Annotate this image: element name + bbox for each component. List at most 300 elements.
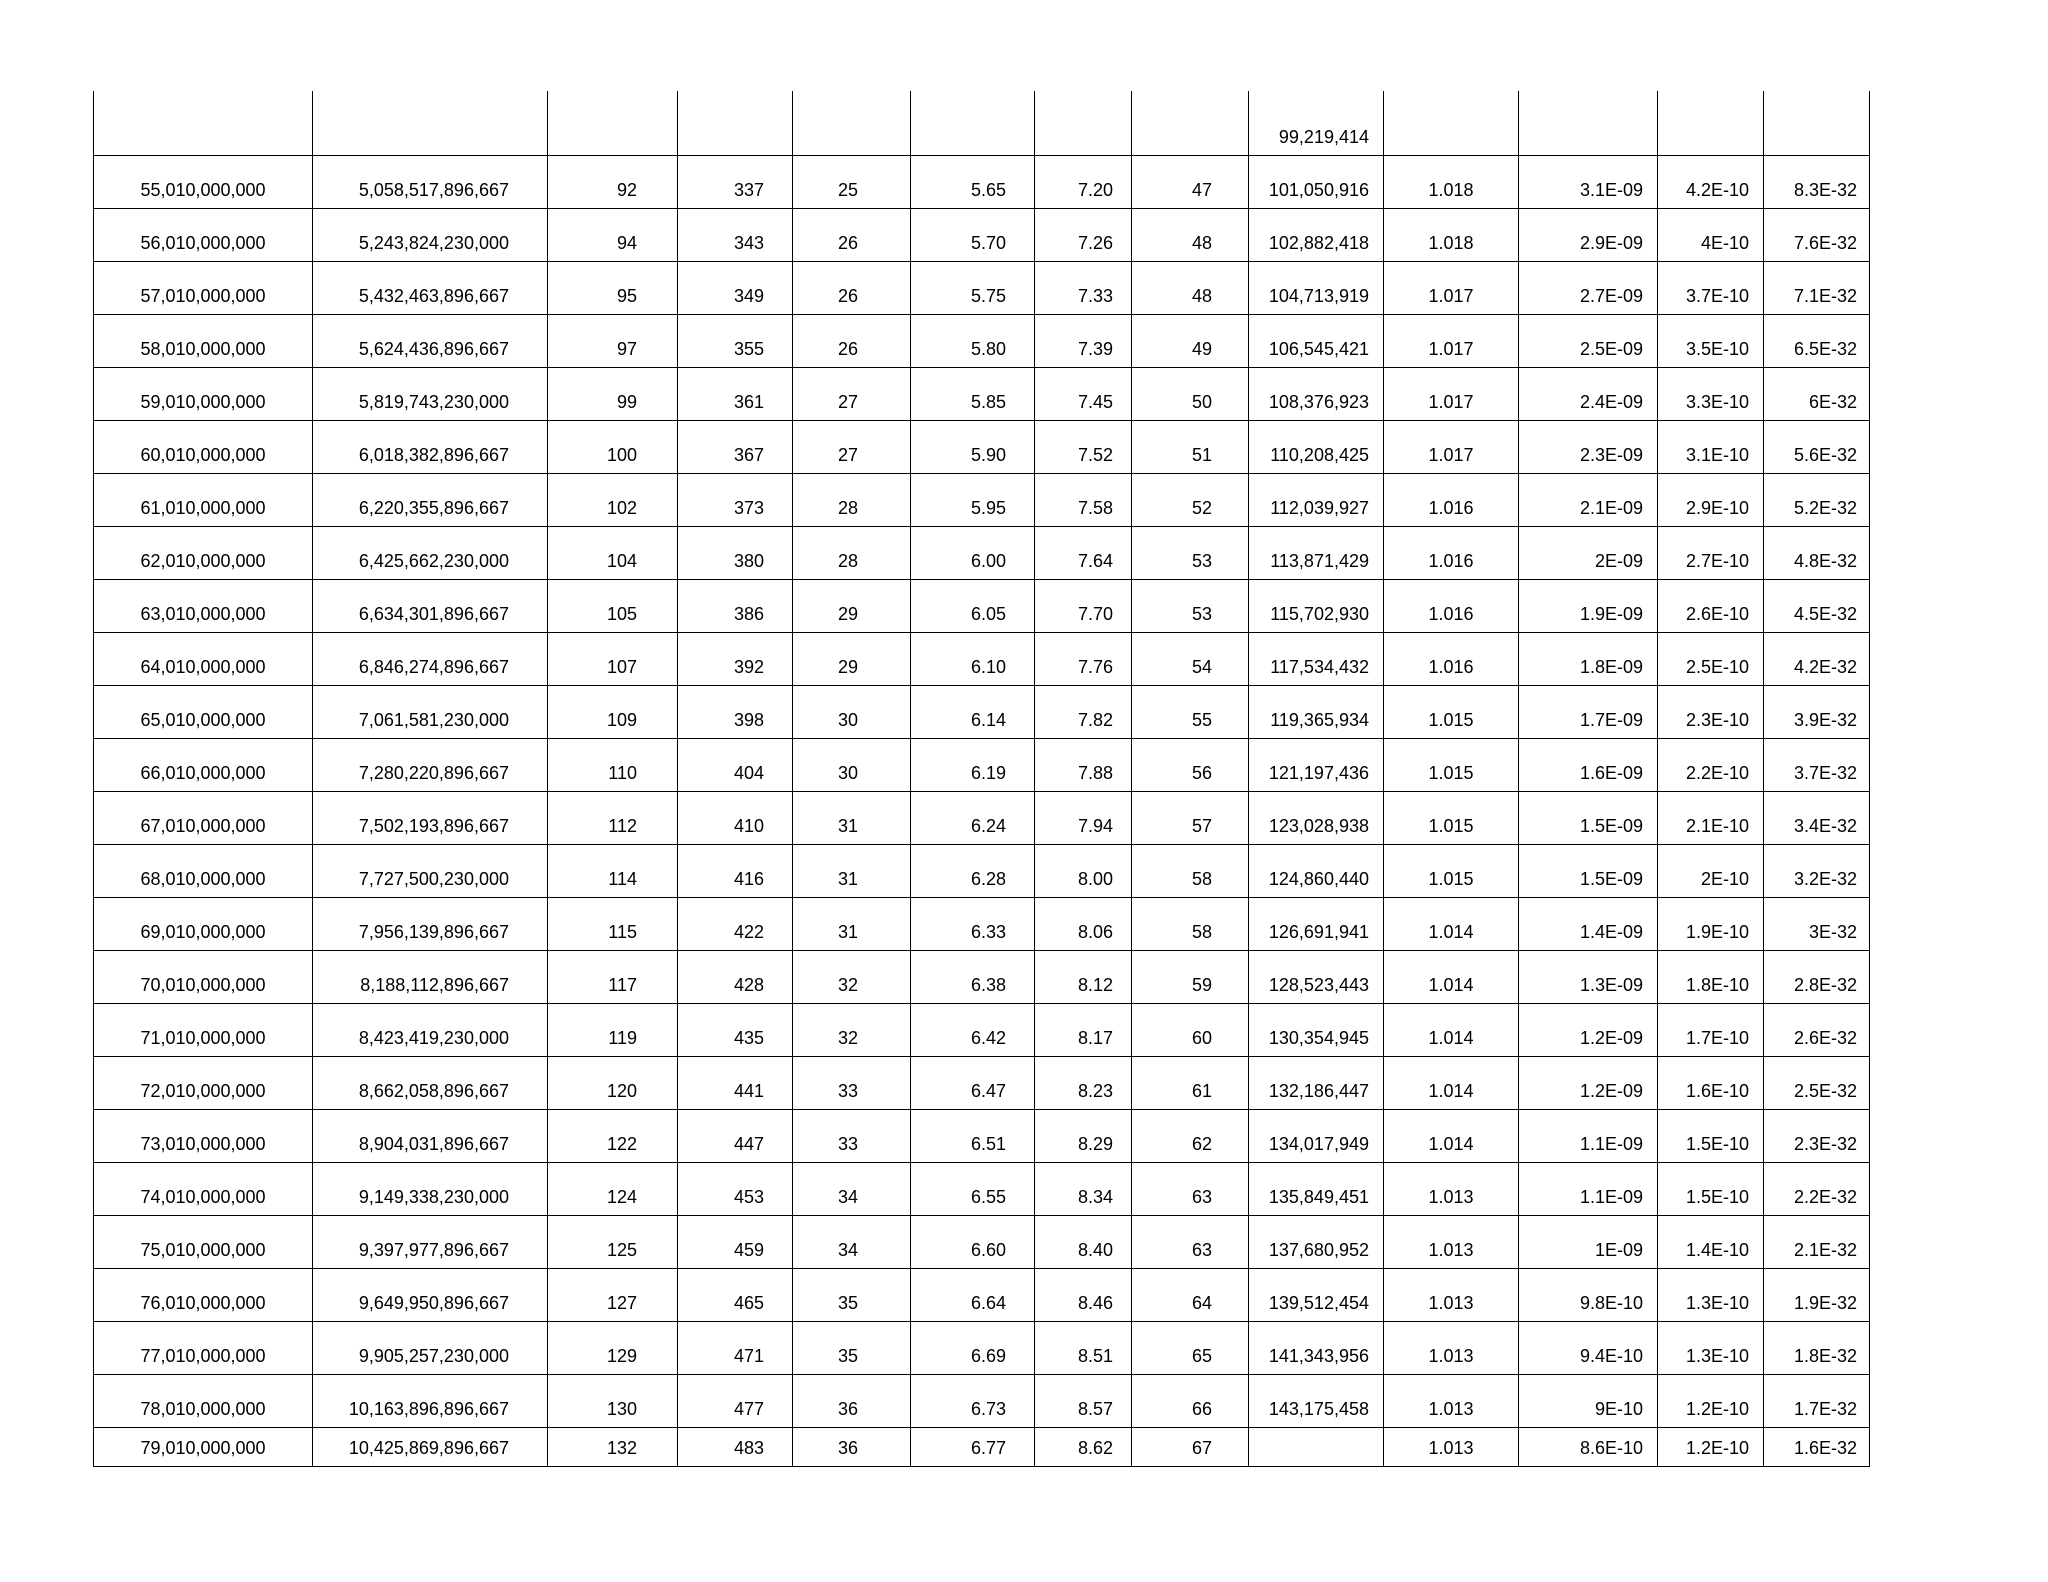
cell-value: 75,010,000,000 <box>140 1240 266 1260</box>
table-cell <box>678 91 793 156</box>
table-cell <box>911 951 1035 1004</box>
table-cell <box>1658 792 1764 845</box>
table-row <box>94 633 1870 686</box>
table-cell <box>678 474 793 527</box>
cell-value: 51 <box>1191 445 1212 465</box>
table-cell <box>1658 474 1764 527</box>
table-cell <box>1384 91 1519 156</box>
table-cell <box>94 951 313 1004</box>
cell-value: 62,010,000,000 <box>140 551 266 571</box>
table-cell <box>548 739 678 792</box>
cell-value: 404 <box>733 763 764 783</box>
table-cell <box>94 1269 313 1322</box>
cell-value: 107 <box>606 657 637 677</box>
cell-value: 447 <box>733 1134 764 1154</box>
cell-value: 72,010,000,000 <box>140 1081 266 1101</box>
cell-value: 8.6E-10 <box>1579 1438 1643 1458</box>
table-cell <box>548 209 678 262</box>
cell-value <box>1764 147 1869 155</box>
cell-value: 61,010,000,000 <box>140 498 266 518</box>
table-cell <box>1764 262 1870 315</box>
cell-value: 6.28 <box>970 869 1006 889</box>
cell-value: 6.47 <box>970 1081 1006 1101</box>
table-cell <box>1658 845 1764 898</box>
cell-value: 7,280,220,896,667 <box>358 763 509 783</box>
table-cell <box>1519 368 1658 421</box>
cell-value: 6.51 <box>970 1134 1006 1154</box>
table-cell <box>94 527 313 580</box>
table-cell <box>1519 951 1658 1004</box>
cell-value: 1.8E-10 <box>1685 975 1749 995</box>
cell-value: 122 <box>606 1134 637 1154</box>
table-cell <box>1384 421 1519 474</box>
cell-value: 386 <box>733 604 764 624</box>
cell-value: 6,634,301,896,667 <box>358 604 509 624</box>
table-cell <box>1384 315 1519 368</box>
table-cell <box>793 1322 911 1375</box>
table-cell <box>94 1322 313 1375</box>
cell-value: 6.00 <box>970 551 1006 571</box>
table-cell <box>911 1269 1035 1322</box>
cell-value: 31 <box>837 922 858 942</box>
table-cell <box>1519 1322 1658 1375</box>
table-cell <box>793 262 911 315</box>
cell-value: 1.014 <box>1428 922 1474 942</box>
cell-value: 3E-32 <box>1808 922 1857 942</box>
table-cell <box>1764 739 1870 792</box>
cell-value: 1.015 <box>1428 869 1474 889</box>
table-cell <box>1249 633 1384 686</box>
cell-value: 1.016 <box>1428 604 1474 624</box>
cell-value: 1.2E-09 <box>1579 1081 1643 1101</box>
cell-value: 1.015 <box>1428 710 1474 730</box>
table-cell <box>548 91 678 156</box>
cell-value: 355 <box>733 339 764 359</box>
cell-value: 3.3E-10 <box>1685 392 1749 412</box>
table-cell <box>313 368 548 421</box>
cell-value: 132,186,447 <box>1268 1081 1369 1101</box>
table-cell <box>1132 633 1249 686</box>
table-row <box>94 898 1870 951</box>
table-cell <box>678 792 793 845</box>
table-cell <box>1249 951 1384 1004</box>
cell-value: 60 <box>1191 1028 1212 1048</box>
table-cell <box>1035 1428 1132 1467</box>
table-cell <box>313 580 548 633</box>
table-row <box>94 1110 1870 1163</box>
table-cell <box>1764 156 1870 209</box>
cell-value: 26 <box>837 233 858 253</box>
table-cell <box>1384 262 1519 315</box>
cell-value: 8,662,058,896,667 <box>358 1081 509 1101</box>
cell-value: 1.013 <box>1428 1346 1474 1366</box>
table-cell <box>1249 209 1384 262</box>
cell-value: 5,624,436,896,667 <box>358 339 509 359</box>
cell-value: 77,010,000,000 <box>140 1346 266 1366</box>
table-cell <box>548 686 678 739</box>
table-cell <box>1764 527 1870 580</box>
cell-value: 7.76 <box>1077 657 1113 677</box>
cell-value: 8.12 <box>1077 975 1113 995</box>
table-cell <box>1035 527 1132 580</box>
table-cell <box>548 1163 678 1216</box>
table-row <box>94 686 1870 739</box>
cell-value: 27 <box>837 392 858 412</box>
table-cell <box>1658 421 1764 474</box>
cell-value: 373 <box>733 498 764 518</box>
table-cell <box>1249 580 1384 633</box>
table-cell <box>793 1375 911 1428</box>
cell-value: 1.5E-10 <box>1685 1187 1749 1207</box>
table-cell <box>1519 1428 1658 1467</box>
cell-value: 56 <box>1191 763 1212 783</box>
table-cell <box>94 315 313 368</box>
table-cell <box>678 633 793 686</box>
table-cell <box>1384 1375 1519 1428</box>
table-row <box>94 156 1870 209</box>
cell-value <box>94 147 312 155</box>
table-cell <box>1249 1216 1384 1269</box>
cell-value: 1.9E-32 <box>1793 1293 1857 1313</box>
table-cell <box>313 91 548 156</box>
table-cell <box>793 1004 911 1057</box>
table-cell <box>313 315 548 368</box>
table-cell <box>1519 91 1658 156</box>
cell-value: 128,523,443 <box>1268 975 1369 995</box>
table-cell <box>1519 845 1658 898</box>
table-cell <box>1132 792 1249 845</box>
table-cell <box>1035 686 1132 739</box>
cell-value: 31 <box>837 816 858 836</box>
cell-value: 2.1E-32 <box>1793 1240 1857 1260</box>
table-cell <box>1384 527 1519 580</box>
table-cell <box>793 633 911 686</box>
cell-value: 126,691,941 <box>1268 922 1369 942</box>
table-cell <box>1132 898 1249 951</box>
table-cell <box>94 1216 313 1269</box>
table-row <box>94 368 1870 421</box>
cell-value: 8.57 <box>1077 1399 1113 1419</box>
cell-value: 9,905,257,230,000 <box>358 1346 509 1366</box>
table-cell <box>548 951 678 1004</box>
table-cell <box>911 1004 1035 1057</box>
table-cell <box>548 1375 678 1428</box>
cell-value: 1.014 <box>1428 1134 1474 1154</box>
cell-value: 8.23 <box>1077 1081 1113 1101</box>
table-cell <box>678 580 793 633</box>
cell-value: 35 <box>837 1293 858 1313</box>
table-cell <box>1764 1057 1870 1110</box>
cell-value: 6.55 <box>970 1187 1006 1207</box>
cell-value: 33 <box>837 1134 858 1154</box>
table-cell <box>1249 368 1384 421</box>
table-cell <box>1384 633 1519 686</box>
cell-value: 2.5E-10 <box>1685 657 1749 677</box>
table-cell <box>1132 686 1249 739</box>
cell-value: 7,502,193,896,667 <box>358 816 509 836</box>
cell-value: 7.70 <box>1077 604 1113 624</box>
cell-value: 6,220,355,896,667 <box>358 498 509 518</box>
table-row <box>94 421 1870 474</box>
cell-value: 428 <box>733 975 764 995</box>
cell-value: 6,425,662,230,000 <box>358 551 509 571</box>
cell-value: 441 <box>733 1081 764 1101</box>
table-cell <box>1519 580 1658 633</box>
table-cell <box>313 421 548 474</box>
table-cell <box>793 1057 911 1110</box>
table-cell <box>1384 845 1519 898</box>
table-cell <box>313 1110 548 1163</box>
table-cell <box>1519 1269 1658 1322</box>
cell-value: 124 <box>606 1187 637 1207</box>
cell-value: 124,860,440 <box>1268 869 1369 889</box>
cell-value: 94 <box>616 233 637 253</box>
cell-value: 26 <box>837 286 858 306</box>
table-cell <box>548 262 678 315</box>
table-cell <box>313 1004 548 1057</box>
cell-value: 465 <box>733 1293 764 1313</box>
cell-value: 48 <box>1191 286 1212 306</box>
table-cell <box>548 1322 678 1375</box>
table-cell <box>1132 156 1249 209</box>
table-cell <box>1764 898 1870 951</box>
cell-value: 92 <box>616 180 637 200</box>
table-cell <box>678 1110 793 1163</box>
table-cell <box>1249 262 1384 315</box>
table-row <box>94 315 1870 368</box>
data-table <box>93 91 1870 1467</box>
cell-value <box>1658 147 1763 155</box>
table-cell <box>548 1216 678 1269</box>
cell-value: 49 <box>1191 339 1212 359</box>
cell-value: 5.75 <box>970 286 1006 306</box>
table-cell <box>1519 1216 1658 1269</box>
table-cell <box>1658 1269 1764 1322</box>
table-cell <box>548 527 678 580</box>
cell-value: 108,376,923 <box>1268 392 1369 412</box>
cell-value: 7.45 <box>1077 392 1113 412</box>
cell-value: 3.4E-32 <box>1793 816 1857 836</box>
cell-value: 7.39 <box>1077 339 1113 359</box>
cell-value: 1.016 <box>1428 551 1474 571</box>
table-cell <box>94 474 313 527</box>
table-cell <box>1764 580 1870 633</box>
cell-value: 3.1E-10 <box>1685 445 1749 465</box>
table-cell <box>1132 421 1249 474</box>
cell-value: 141,343,956 <box>1268 1346 1369 1366</box>
cell-value: 125 <box>606 1240 637 1260</box>
cell-value: 2.4E-09 <box>1579 392 1643 412</box>
table-cell <box>313 1375 548 1428</box>
cell-value: 1.014 <box>1428 1081 1474 1101</box>
cell-value: 95 <box>616 286 637 306</box>
cell-value: 58 <box>1191 922 1212 942</box>
table-cell <box>1384 898 1519 951</box>
cell-value: 1.7E-10 <box>1685 1028 1749 1048</box>
cell-value: 6.33 <box>970 922 1006 942</box>
table-cell <box>94 898 313 951</box>
cell-value: 1.9E-09 <box>1579 604 1643 624</box>
cell-value: 137,680,952 <box>1268 1240 1369 1260</box>
cell-value: 3.7E-10 <box>1685 286 1749 306</box>
table-cell <box>1249 1163 1384 1216</box>
cell-value: 47 <box>1191 180 1212 200</box>
table-cell <box>1658 951 1764 1004</box>
cell-value: 100 <box>606 445 637 465</box>
table-cell <box>793 898 911 951</box>
table-cell <box>1384 1269 1519 1322</box>
table-cell <box>94 845 313 898</box>
cell-value: 2E-09 <box>1594 551 1643 571</box>
cell-value <box>793 147 910 155</box>
table-cell <box>1384 1110 1519 1163</box>
table-cell <box>911 209 1035 262</box>
cell-value: 134,017,949 <box>1268 1134 1369 1154</box>
cell-value: 33 <box>837 1081 858 1101</box>
table-cell <box>1764 1004 1870 1057</box>
table-cell <box>793 686 911 739</box>
table-cell <box>313 633 548 686</box>
cell-value: 5.80 <box>970 339 1006 359</box>
table-cell <box>94 792 313 845</box>
table-cell <box>911 739 1035 792</box>
table-cell <box>1519 633 1658 686</box>
table-cell <box>1035 1322 1132 1375</box>
cell-value: 7.52 <box>1077 445 1113 465</box>
table-cell <box>793 421 911 474</box>
cell-value: 1.013 <box>1428 1187 1474 1207</box>
cell-value: 79,010,000,000 <box>140 1438 266 1458</box>
table-cell <box>1384 739 1519 792</box>
table-cell <box>313 951 548 1004</box>
table-cell <box>313 898 548 951</box>
cell-value: 127 <box>606 1293 637 1313</box>
cell-value: 398 <box>733 710 764 730</box>
cell-value: 8.17 <box>1077 1028 1113 1048</box>
cell-value: 1.1E-09 <box>1579 1187 1643 1207</box>
table-cell <box>1132 951 1249 1004</box>
cell-value: 28 <box>837 551 858 571</box>
cell-value: 6,018,382,896,667 <box>358 445 509 465</box>
table-cell <box>548 845 678 898</box>
cell-value: 99,219,414 <box>1278 127 1369 147</box>
cell-value: 1.017 <box>1428 286 1474 306</box>
cell-value <box>313 147 547 155</box>
cell-value: 1.5E-09 <box>1579 816 1643 836</box>
cell-value: 68,010,000,000 <box>140 869 266 889</box>
table-cell <box>678 527 793 580</box>
cell-value: 9,649,950,896,667 <box>358 1293 509 1313</box>
table-cell <box>1132 209 1249 262</box>
table-cell <box>1658 527 1764 580</box>
cell-value: 121,197,436 <box>1268 763 1369 783</box>
table-cell <box>1658 1163 1764 1216</box>
table-cell <box>1249 1057 1384 1110</box>
table-cell <box>1384 1428 1519 1467</box>
table-cell <box>1249 421 1384 474</box>
table-cell <box>1519 421 1658 474</box>
table-cell <box>678 1163 793 1216</box>
cell-value: 1.013 <box>1428 1399 1474 1419</box>
table-cell <box>548 633 678 686</box>
cell-value: 1.016 <box>1428 498 1474 518</box>
table-cell <box>548 421 678 474</box>
table-cell <box>313 1269 548 1322</box>
table-cell <box>1249 1375 1384 1428</box>
cell-value: 59,010,000,000 <box>140 392 266 412</box>
table-cell <box>1764 845 1870 898</box>
table-cell <box>1519 156 1658 209</box>
cell-value: 9E-10 <box>1594 1399 1643 1419</box>
cell-value: 435 <box>733 1028 764 1048</box>
cell-value: 56,010,000,000 <box>140 233 266 253</box>
table-row <box>94 1428 1870 1467</box>
table-cell <box>1764 1269 1870 1322</box>
cell-value: 61 <box>1191 1081 1212 1101</box>
table-cell <box>1035 209 1132 262</box>
table-row <box>94 792 1870 845</box>
cell-value: 6.64 <box>970 1293 1006 1313</box>
cell-value: 74,010,000,000 <box>140 1187 266 1207</box>
table-cell <box>793 474 911 527</box>
table-cell <box>1035 1057 1132 1110</box>
cell-value: 78,010,000,000 <box>140 1399 266 1419</box>
table-cell <box>911 368 1035 421</box>
table-cell <box>94 580 313 633</box>
table-cell <box>94 686 313 739</box>
cell-value: 7,061,581,230,000 <box>358 710 509 730</box>
cell-value: 4.2E-10 <box>1685 180 1749 200</box>
cell-value: 50 <box>1191 392 1212 412</box>
table-cell <box>548 315 678 368</box>
table-cell <box>911 262 1035 315</box>
table-cell <box>1658 580 1764 633</box>
cell-value: 1.2E-10 <box>1685 1399 1749 1419</box>
table-cell <box>1764 1216 1870 1269</box>
table-cell <box>1035 792 1132 845</box>
table-cell <box>1035 845 1132 898</box>
cell-value: 115,702,930 <box>1270 604 1369 624</box>
cell-value: 1.013 <box>1428 1293 1474 1313</box>
cell-value: 2.6E-32 <box>1793 1028 1857 1048</box>
cell-value: 106,545,421 <box>1268 339 1369 359</box>
cell-value: 8.40 <box>1077 1240 1113 1260</box>
cell-value: 2.8E-32 <box>1793 975 1857 995</box>
table-cell <box>1658 209 1764 262</box>
cell-value: 36 <box>837 1399 858 1419</box>
table-cell <box>1132 1004 1249 1057</box>
table-cell <box>678 686 793 739</box>
table-cell <box>678 156 793 209</box>
table-cell <box>1249 686 1384 739</box>
table-cell <box>1519 792 1658 845</box>
table-cell <box>1519 527 1658 580</box>
cell-value: 1.7E-09 <box>1579 710 1643 730</box>
cell-value: 5.6E-32 <box>1793 445 1857 465</box>
cell-value: 7.94 <box>1077 816 1113 836</box>
cell-value: 130 <box>606 1399 637 1419</box>
table-cell <box>1035 1110 1132 1163</box>
table-cell <box>793 739 911 792</box>
table-cell <box>1132 527 1249 580</box>
cell-value: 1.018 <box>1428 233 1474 253</box>
cell-value: 349 <box>733 286 764 306</box>
cell-value: 59 <box>1191 975 1212 995</box>
cell-value: 36 <box>837 1438 858 1458</box>
table-cell <box>678 421 793 474</box>
table-cell <box>1384 474 1519 527</box>
cell-value: 7,956,139,896,667 <box>358 922 509 942</box>
